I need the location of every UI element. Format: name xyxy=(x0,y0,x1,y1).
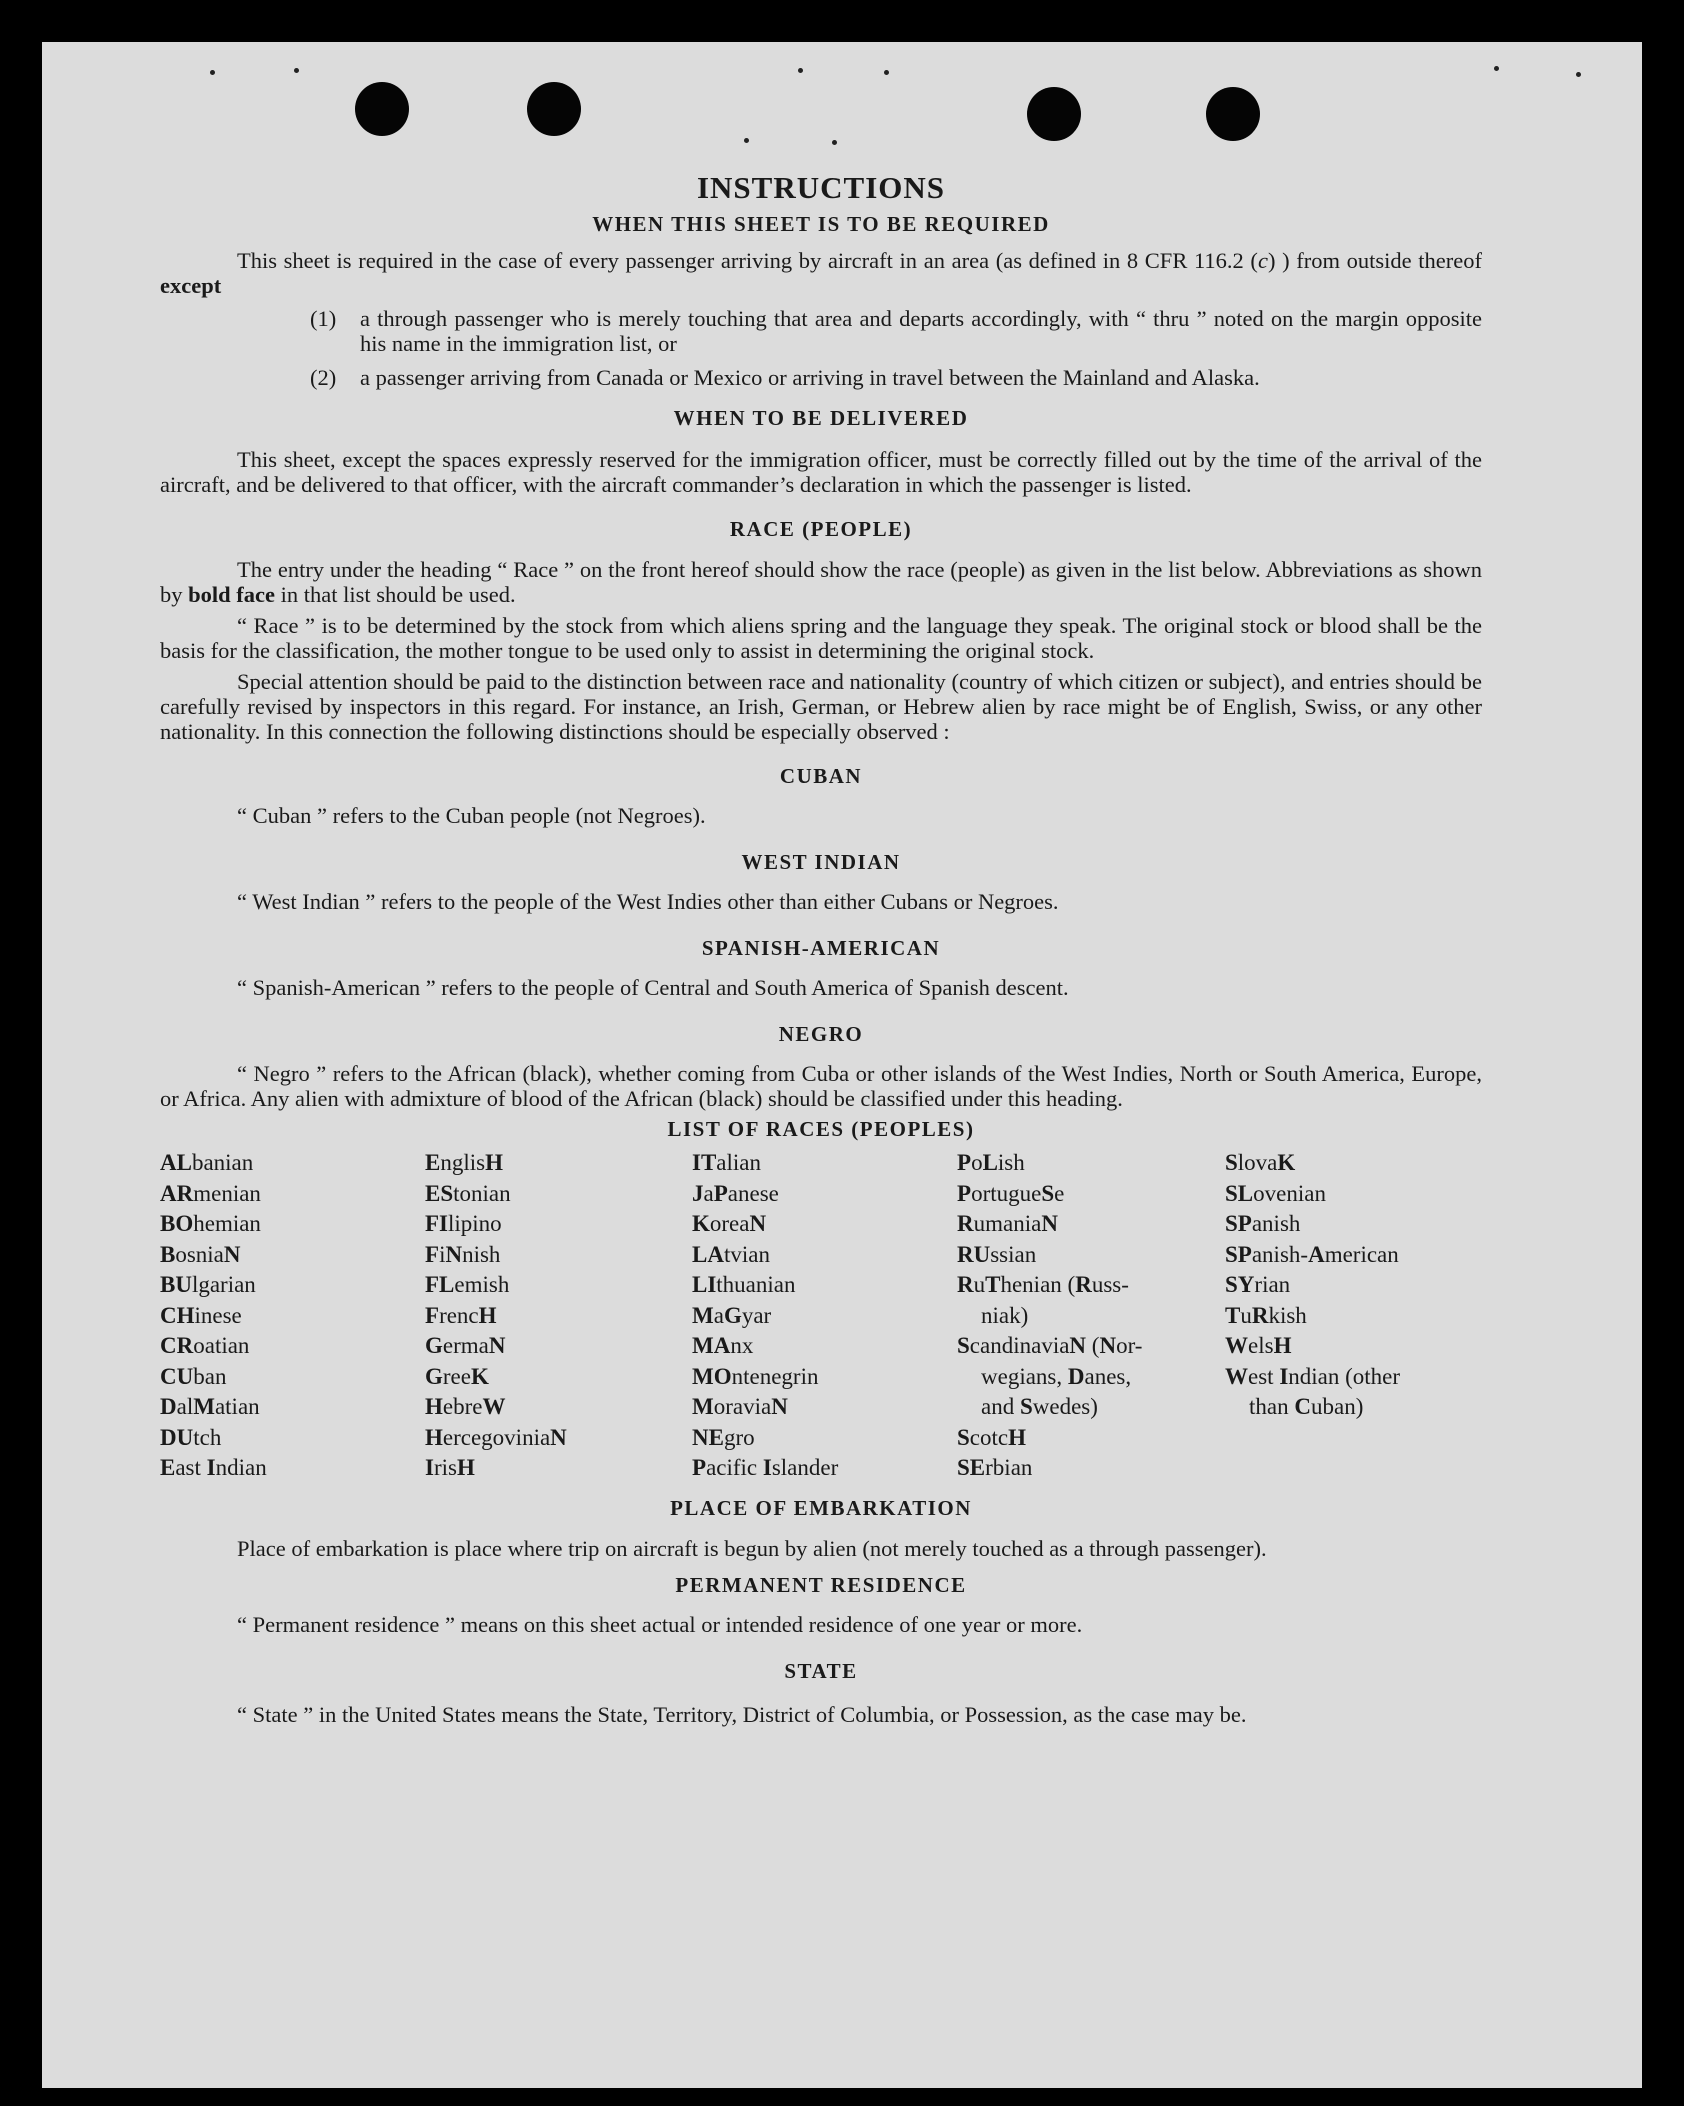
exception-number: (1) xyxy=(310,306,337,331)
race-entry: West Indian (other xyxy=(1225,1363,1401,1389)
negro-text: “ Negro ” refers to the African (black), whether coming from Cuba or other islands of the West Indies, North or South America, Europe, or Africa. Any alien with admixture of blood of the African (black) should be classified under this heading. xyxy=(160,1061,1482,1111)
race-entry: WelsH xyxy=(1225,1333,1292,1358)
race-entry-continued: niak) xyxy=(981,1302,1029,1328)
race-entry: SlovaK xyxy=(1225,1150,1296,1175)
race-column xyxy=(160,1148,425,1484)
race-entry: RumaniaN xyxy=(957,1211,1058,1236)
section-heading-residence: PERMANENT RESIDENCE xyxy=(675,1572,967,1597)
race-list xyxy=(160,1148,1482,1484)
speck xyxy=(884,70,889,75)
race-entry: SLovenian xyxy=(1225,1180,1326,1206)
speck xyxy=(210,70,215,75)
required-intro-italic: c xyxy=(1257,248,1268,273)
punch-hole xyxy=(527,82,581,136)
race-entry: PoLish xyxy=(957,1150,1025,1175)
race-entry: FiNnish xyxy=(425,1241,501,1267)
speck xyxy=(832,140,837,145)
section-heading-spanish-american: SPANISH-AMERICAN xyxy=(701,936,941,960)
race-entry: TuRkish xyxy=(1225,1302,1307,1328)
race-entry: DalMatian xyxy=(160,1394,260,1419)
race-p1-bold: bold face xyxy=(188,582,275,607)
section-heading-cuban: CUBAN xyxy=(779,764,863,788)
race-entry: HebreW xyxy=(425,1394,506,1419)
race-entry: FIlipino xyxy=(425,1211,502,1236)
section-heading-state: STATE xyxy=(784,1658,858,1683)
race-entry: RUssian xyxy=(957,1241,1037,1267)
race-entry: MoraviaN xyxy=(692,1394,788,1419)
race-entry: ITalian xyxy=(692,1150,761,1175)
race-entry: BUlgarian xyxy=(160,1272,256,1297)
west-indian-text: “ West Indian ” refers to the people of the West Indies other than either Cubans or Negroes. xyxy=(237,889,1059,914)
section-heading-embarkation: PLACE OF EMBARKATION xyxy=(670,1495,972,1520)
required-intro xyxy=(160,248,1482,298)
speck xyxy=(744,138,749,143)
speck xyxy=(798,68,803,73)
race-column xyxy=(957,1148,1225,1484)
section-heading-list: LIST OF RACES (PEOPLES) xyxy=(667,1117,975,1141)
race-column xyxy=(1225,1148,1482,1484)
race-entry: SPanish-American xyxy=(1225,1241,1399,1267)
race-entry: ScandinaviaN (Nor- xyxy=(957,1333,1143,1358)
race-paragraph-1 xyxy=(160,557,1482,607)
race-entry: CUban xyxy=(160,1363,227,1389)
race-entry: East Indian xyxy=(160,1455,267,1480)
race-entry: SPanish xyxy=(1225,1211,1301,1236)
race-p1-text: The entry under the heading “ Race ” on the front hereof should show the race (people) as given in the list below. Abbreviations as shown by xyxy=(160,557,1482,607)
section-heading-delivered: WHEN TO BE DELIVERED xyxy=(673,406,969,430)
section-heading-west-indian: WEST INDIAN xyxy=(741,850,901,874)
race-entry: IrisH xyxy=(425,1455,475,1480)
required-intro-text-2: ) ) from outside thereof xyxy=(1267,248,1482,273)
race-entry: ScotcH xyxy=(957,1424,1026,1450)
race-entry: FrencH xyxy=(425,1302,497,1328)
race-entry: SYrian xyxy=(1225,1272,1291,1297)
required-intro-bold: except xyxy=(160,273,222,298)
race-entry: EStonian xyxy=(425,1180,511,1206)
punch-hole xyxy=(1027,87,1081,141)
race-entry: ARmenian xyxy=(160,1180,261,1206)
exception-item xyxy=(310,365,1482,390)
race-entry: FLemish xyxy=(425,1272,510,1297)
race-entry: PortugueSe xyxy=(957,1180,1065,1206)
race-entry: KoreaN xyxy=(692,1211,767,1236)
race-entry: MOntenegrin xyxy=(692,1363,819,1389)
race-paragraph-2: “ Race ” is to be determined by the stock from which aliens spring and the language they speak. The original stock or blood shall be the basis for the classification, the mother tongue to be used only to assist in determining the original stock. xyxy=(160,613,1482,663)
race-entry: JaPanese xyxy=(692,1180,779,1206)
delivered-text: This sheet, except the spaces expressly reserved for the immigration officer, must be correctly filled out by the time of the arrival of the aircraft, and be delivered to that officer, with the aircraft commander’s declaration in which the passenger is listed. xyxy=(160,447,1482,497)
punch-hole xyxy=(1206,87,1260,141)
state-text: “ State ” in the United States means the State, Territory, District of Columbia, or Possession, as the case may be. xyxy=(237,1701,1247,1727)
speck xyxy=(294,68,299,73)
race-entry: BosniaN xyxy=(160,1241,241,1267)
race-entry: GreeK xyxy=(425,1363,489,1389)
speck xyxy=(1494,66,1499,71)
spanish-american-text: “ Spanish-American ” refers to the people of Central and South America of Spanish descent. xyxy=(237,975,1069,1000)
race-entry-continued: wegians, Danes, xyxy=(981,1363,1132,1389)
race-entry-continued: than Cuban) xyxy=(1249,1394,1364,1419)
race-entry: GermaN xyxy=(425,1333,506,1358)
required-intro-text: This sheet is required in the case of every passenger arriving by aircraft in an area (as defined in 8 CFR 116.2 ( xyxy=(237,248,1258,273)
section-heading-race: RACE (PEOPLE) xyxy=(729,517,913,541)
race-entry: DUtch xyxy=(160,1424,222,1450)
punch-hole xyxy=(355,82,409,136)
race-paragraph-3: Special attention should be paid to the distinction between race and nationality (country of which citizen or subject), and entries should be carefully revised by inspectors in this regard. For instance, an Irish, German, or Hebrew alien by race might be of English, Swiss, or any other nationality. In this connection the following distinctions should be especially observed : xyxy=(160,669,1482,744)
race-entry: Pacific Islander xyxy=(692,1455,839,1480)
exception-text: a through passenger who is merely touching that area and departs accordingly, with “ thru ” noted on the margin opposite his name in the immigration list, or xyxy=(360,306,1482,356)
race-column xyxy=(425,1148,692,1484)
residence-text: “ Permanent residence ” means on this sheet actual or intended residence of one year or more. xyxy=(237,1611,1083,1637)
race-entry: MAnx xyxy=(692,1333,754,1358)
race-entry: LAtvian xyxy=(692,1241,770,1267)
race-entry: NEgro xyxy=(692,1424,755,1450)
section-heading-required: WHEN THIS SHEET IS TO BE REQUIRED xyxy=(592,212,1050,236)
section-heading-negro: NEGRO xyxy=(778,1022,864,1046)
page-title: INSTRUCTIONS xyxy=(696,170,945,205)
exception-number: (2) xyxy=(310,365,337,390)
race-entry: CRoatian xyxy=(160,1333,250,1358)
race-entry: BOhemian xyxy=(160,1211,261,1236)
race-column xyxy=(692,1148,957,1484)
exception-text: a passenger arriving from Canada or Mexico or arriving in travel between the Mainland and Alaska. xyxy=(360,365,1260,390)
race-entry: MaGyar xyxy=(692,1302,772,1328)
race-entry: RuThenian (Russ- xyxy=(957,1272,1129,1297)
race-entry: EnglisH xyxy=(425,1150,503,1175)
race-entry: SErbian xyxy=(957,1455,1033,1480)
speck xyxy=(1576,72,1581,77)
race-entry: ALbanian xyxy=(160,1150,254,1175)
race-p1-text-2: in that list should be used. xyxy=(275,582,516,607)
race-entry: HercegoviniaN xyxy=(425,1424,567,1450)
race-entry: CHinese xyxy=(160,1302,242,1328)
cuban-text: “ Cuban ” refers to the Cuban people (not Negroes). xyxy=(237,803,706,828)
embarkation-text: Place of embarkation is place where trip on aircraft is begun by alien (not merely touched as a through passenger). xyxy=(237,1535,1267,1561)
exception-item xyxy=(310,306,1482,356)
instructions-content xyxy=(160,170,1482,1732)
race-entry: LIthuanian xyxy=(692,1272,796,1297)
race-entry-continued: and Swedes) xyxy=(981,1394,1098,1419)
